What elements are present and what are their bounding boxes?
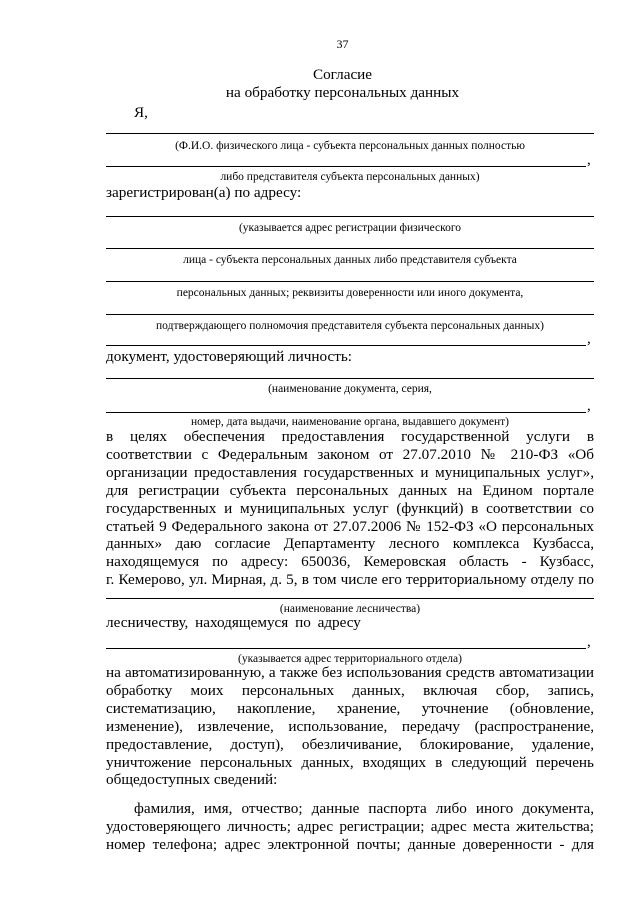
document-subtitle: на обработку персональных данных — [225, 84, 460, 101]
forestry-text: лесничеству, находящемуся по адресу — [106, 614, 361, 631]
registered-label: зарегистрирован(а) по адресу: — [106, 184, 302, 201]
id-doc-line-1 — [106, 378, 594, 379]
page-number: 37 — [336, 37, 349, 51]
paragraph-line: обработку моих персональных данных, включая сбор, запись, — [106, 681, 594, 699]
forestry-line — [106, 598, 594, 599]
address-line-2 — [106, 248, 594, 249]
paragraph-line: предоставление, доступ), обезличивание, блокирование, удаление, — [106, 735, 594, 753]
paragraph-line: данных» даю согласие Департаменту лесного комплекса Кузбасса, — [106, 535, 594, 553]
comma: , — [587, 152, 591, 168]
note-fio-2: либо представителя субъекта персональных данных) — [220, 171, 480, 183]
note-addr-1: (указывается адрес регистрации физического — [238, 222, 462, 234]
fio-line-2 — [106, 166, 586, 167]
paragraph-line: организации предоставления государственных и муниципальных услуг», — [106, 463, 594, 481]
note-addr-3: персональных данных; реквизиты доверенности или иного документа, — [176, 287, 524, 299]
note-fio-1: (Ф.И.О. физического лица - субъекта персональных данных полностью — [175, 140, 525, 152]
note-doc-2: номер, дата выдачи, наименование органа, выдавшего документ) — [191, 416, 509, 428]
comma: , — [587, 331, 591, 347]
note-territorial: (указывается адрес территориального отдела) — [238, 653, 462, 665]
note-doc-1: (наименование документа, серия, — [268, 383, 432, 395]
document-title: Согласие — [312, 66, 373, 83]
paragraph-line: государственных и муниципальных услуг (функций) в соответствии со — [106, 499, 594, 517]
ya-label: Я, — [134, 104, 148, 121]
paragraph-line: для регистрации субъекта персональных данных на Едином портале — [106, 481, 594, 499]
paragraph-line: фамилия, имя, отчество; данные паспорта либо иного документа, — [134, 800, 594, 817]
id-doc-line-2 — [106, 412, 586, 413]
paragraph-line: соответствии с Федеральным законом от 27.07.2010 № 210-ФЗ «Об — [106, 445, 594, 463]
id-document-label: документ, удостоверяющий личность: — [106, 348, 353, 365]
paragraph-line: г. Кемерово, ул. Мирная, д. 5, в том числе его территориальному отделу по — [106, 571, 594, 589]
paragraph-line: общедоступных сведений: — [106, 771, 278, 789]
purpose-paragraph — [106, 428, 594, 589]
paragraph-line: систематизацию, накопление, хранение, уточнение (обновление, — [106, 699, 594, 717]
data-list-paragraph — [106, 800, 594, 854]
paragraph-line: находящемуся по адресу: 650036, Кемеровская область - Кузбасс, — [106, 553, 594, 571]
comma: , — [587, 634, 591, 650]
territorial-address-line — [106, 648, 586, 649]
paragraph-line: номер телефона; адрес электронной почты; данные доверенности - для — [106, 835, 594, 853]
paragraph-line: изменение), извлечение, использование, передачу (распространение, — [106, 717, 594, 735]
fio-line-1 — [106, 133, 594, 134]
paragraph-line: статьей 9 Федерального закона от 27.07.2006 № 152-ФЗ «О персональных — [106, 517, 594, 535]
address-line-3 — [106, 281, 594, 282]
note-forestry: (наименование лесничества) — [279, 603, 421, 615]
comma: , — [587, 398, 591, 414]
paragraph-line: уничтожение персональных данных, входящих в следующий перечень — [106, 753, 594, 771]
paragraph-line: на автоматизированную, а также без использования средств автоматизации — [106, 664, 594, 681]
paragraph-line: удостоверяющего личность; адрес регистрации; адрес места жительства; — [106, 817, 594, 835]
note-addr-2: лица - субъекта персональных данных либо представителя субъекта — [183, 254, 517, 266]
address-line-1 — [106, 216, 594, 217]
address-line-5 — [106, 345, 586, 346]
paragraph-line: в целях обеспечения предоставления государственной услуги в — [106, 428, 594, 445]
address-line-4 — [106, 314, 594, 315]
processing-paragraph — [106, 664, 594, 789]
note-addr-4: подтверждающего полномочия представителя субъекта персональных данных) — [156, 320, 544, 332]
